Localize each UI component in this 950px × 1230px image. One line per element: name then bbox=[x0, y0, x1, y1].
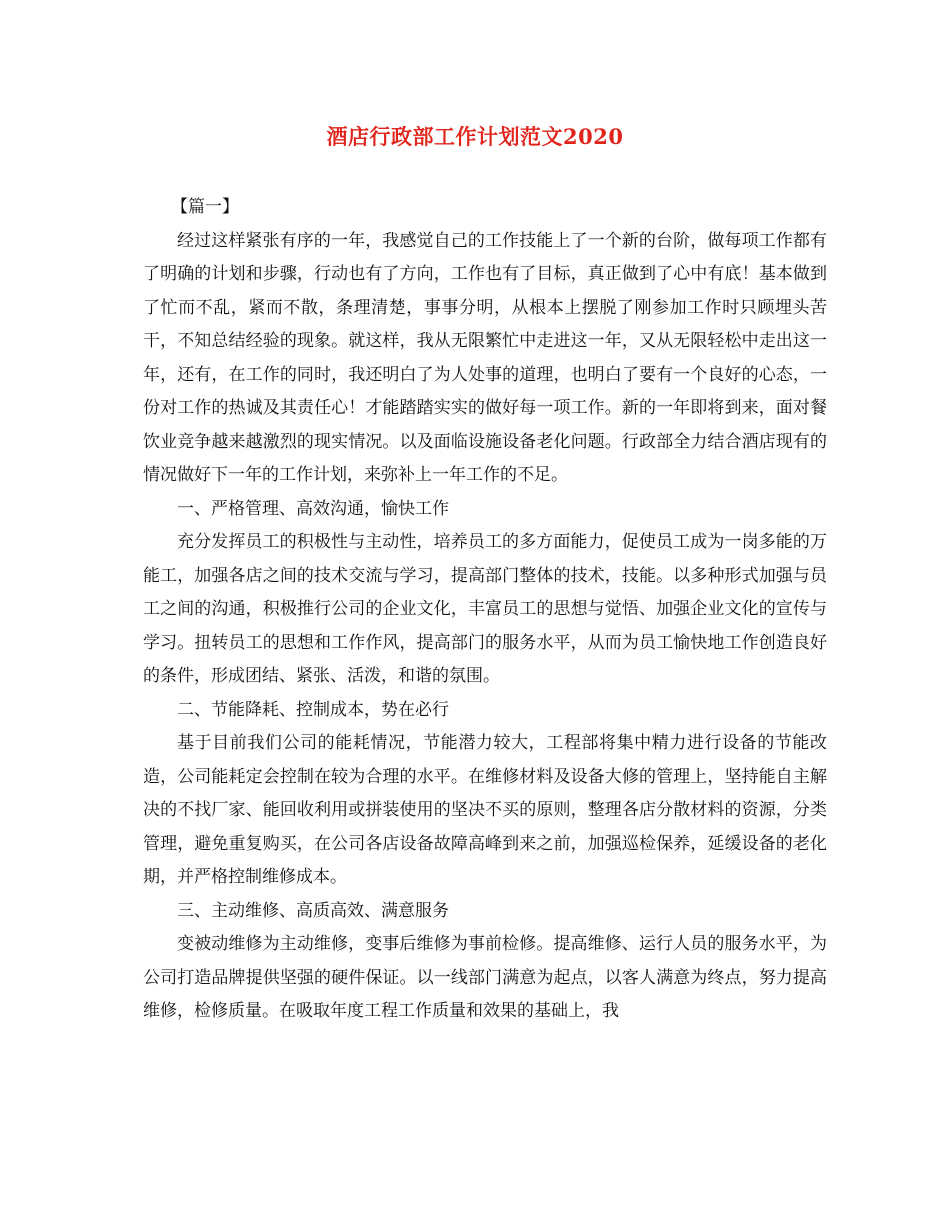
paragraph-intro: 经过这样紧张有序的一年，我感觉自己的工作技能上了一个新的台阶，做每项工作都有了明确的计划和步骤，行动也有了方向，工作也有了目标，真正做到了心中有底！基本做到了忙而不乱，紧而不散，条理清楚，事事分明，从根本上摆脱了刚参加工作时只顾埋头苦干，不知总结经验的现象。就这样，我从无限繁忙中走进这一年，又从无限轻松中走出这一年，还有，在工作的同时，我还明白了为人处事的道理，也明白了要有一个良好的心态，一份对工作的热诚及其责任心！才能踏踏实实的做好每一项工作。新的一年即将到来，面对餐饮业竞争越来越激烈的现实情况。以及面临设施设备老化问题。行政部全力结合酒店现有的情况做好下一年的工作计划，来弥补上一年工作的不足。 bbox=[143, 230, 827, 485]
paragraph-section-1: 充分发挥员工的积极性与主动性，培养员工的多方面能力，促使员工成为一岗多能的万能工，加强各店之间的技术交流与学习，提高部门整体的技术，技能。以多种形式加强与员工之间的沟通，积极推行公司的企业文化，丰富员工的思想与觉悟、加强企业文化的宣传与学习。扭转员工的思想和工作作风，提高部门的服务水平，从而为员工愉快地工作创造良好的条件，形成团结、紧张、活泼，和谐的氛围。 bbox=[143, 532, 827, 686]
heading-section-2: 二、节能降耗、控制成本，势在必行 bbox=[177, 699, 449, 720]
heading-section-1: 一、严格管理、高效沟通，愉快工作 bbox=[177, 498, 449, 519]
document-title: 酒店行政部工作计划范文2020 bbox=[326, 124, 624, 149]
paragraph-section-2: 基于目前我们公司的能耗情况，节能潜力较大，工程部将集中精力进行设备的节能改造，公司能耗定会控制在较为合理的水平。在维修材料及设备大修的管理上，坚持能自主解决的不找厂家、能回收利用或拼装使用的坚决不买的原则，整理各店分散材料的资源，分类管理，避免重复购买，在公司各店设备故障高峰到来之前，加强巡检保养，延缓设备的老化期，并严格控制维修成本。 bbox=[143, 733, 827, 887]
section-label: 【篇一】 bbox=[171, 197, 239, 217]
heading-section-3: 三、主动维修、高质高效、满意服务 bbox=[177, 900, 449, 921]
document-body bbox=[143, 191, 827, 1029]
paragraph-section-3: 变被动维修为主动维修，变事后维修为事前检修。提高维修、运行人员的服务水平，为公司打造品牌提供坚强的硬件保证。以一线部门满意为起点，以客人满意为终点，努力提高维修，检修质量。在吸取年度工程工作质量和效果的基础上，我 bbox=[143, 934, 827, 1021]
